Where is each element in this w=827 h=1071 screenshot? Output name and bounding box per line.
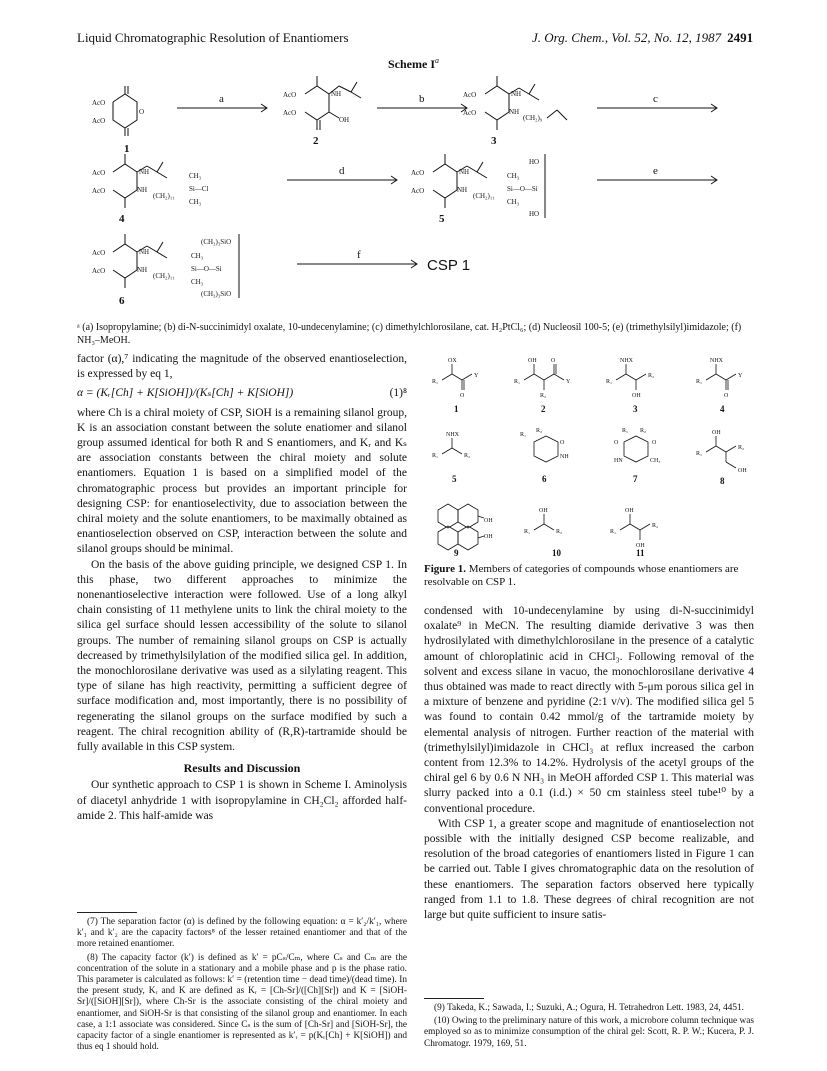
compound-number: 2 (541, 404, 546, 414)
y-label: Y (738, 373, 743, 379)
r1-label: R₁ (622, 428, 629, 434)
fig-compound-1 (432, 358, 479, 399)
acetoxy-label: AcO (283, 109, 297, 117)
nh-label: NH (457, 186, 468, 194)
methyl-label: CH₃ (191, 278, 204, 286)
methyl-label: CH₃ (191, 252, 204, 260)
paragraph: where Ch is a chiral moiety of CSP, SiOH is a remaining silanol group, K is an association constant between the solute enatiomer and silanol group assumed identical for both R and S enantiomers, and Kᵣ and Kₛ are association constants between the chiral moiety and solute enantiomers. Equation 1 is based on a simplified model of the chromatographic process but provides an important principle for designing CSP: for enantioselectivity, due to association between the chiral moiety and the solute enantiomers, to be maximally obtained as enantioselection observed on CSP, interaction between the solute and silanol groups should be minimal. (77, 406, 407, 556)
r1-label: R₁ (696, 379, 703, 385)
compound-2-structure (283, 76, 361, 130)
oh-label: OH (738, 468, 747, 474)
fig-compound-9 (438, 504, 493, 550)
figure-1-caption (424, 563, 754, 589)
compound-number: 1 (454, 404, 459, 414)
compound-5-structure (411, 154, 545, 218)
hydroxyl-label: HO (529, 210, 540, 218)
methyl-label: CH₃ (189, 198, 202, 206)
fig-compound-11 (610, 508, 658, 549)
o-label: O (652, 440, 657, 446)
fig-compound-4 (696, 358, 743, 399)
fig-compound-10 (524, 508, 562, 535)
oxygen-label: O (139, 108, 145, 116)
r1-label: R₁ (610, 529, 617, 535)
methylene-chain-label: (CH₂)₉ (523, 114, 543, 122)
acetoxy-label: AcO (92, 117, 106, 125)
running-head-title: Liquid Chromatographic Resolution of Enantiomers (77, 30, 349, 45)
compound-number: 4 (119, 213, 125, 225)
oh-label: OH (339, 116, 350, 124)
siloxane-label: Si—O—Si (191, 265, 222, 273)
equation-number: (1)⁸ (389, 387, 407, 400)
oh-label: OH (484, 518, 493, 524)
compound-number: 4 (720, 404, 725, 414)
scheme-title-text: Scheme I (388, 57, 435, 71)
o-label: O (551, 358, 556, 364)
compound-1-structure (92, 86, 144, 136)
reaction-step-label: e (653, 165, 658, 177)
o-label: O (614, 440, 619, 446)
trimethylsiloxy-label: (CH₃)₃SiO (201, 238, 232, 246)
oh-label: OH (625, 508, 634, 514)
r1-label: R₁ (432, 379, 439, 385)
ch3-label: CH₃ (650, 458, 661, 464)
compound-4-structure (92, 154, 209, 208)
y-label: Y (566, 379, 571, 385)
nh-label: NH (137, 186, 148, 194)
ox-label: OX (448, 358, 457, 364)
reaction-step-label: f (357, 249, 361, 261)
hn-label: HN (614, 458, 623, 464)
compound-number: 9 (454, 548, 459, 557)
scheme-title-sup: a (435, 56, 439, 65)
page-number: 2491 (727, 30, 754, 45)
compound-number: 5 (452, 474, 457, 484)
footnote: (9) Takeda, K.; Sawada, I.; Suzuki, A.; Ogura, H. Tetrahedron Lett. 1983, 24, 4451. (434, 1003, 744, 1013)
nh-label: NH (139, 248, 150, 256)
compound-number: 6 (119, 295, 125, 307)
acetoxy-label: AcO (92, 187, 106, 195)
compound-6-structure (92, 234, 239, 298)
fig-compound-7 (614, 428, 660, 464)
reaction-step-label: d (339, 165, 345, 177)
compound-number: 3 (491, 135, 497, 147)
equation-expression: α = (Kᵣ[Ch] + K[SiOH])/(Kₛ[Ch] + K[SiOH]) (77, 387, 294, 400)
equation-1 (77, 386, 407, 401)
compound-number: 2 (313, 135, 319, 147)
compound-number: 6 (542, 474, 547, 484)
compound-number: 3 (633, 404, 638, 414)
oh-label: OH (636, 543, 645, 549)
trimethylsiloxy-label: (CH₃)₃SiO (201, 290, 232, 298)
oh-label: OH (528, 358, 537, 364)
journal-citation: J. Org. Chem., Vol. 52, No. 12, 1987 (532, 30, 722, 45)
right-column (424, 604, 754, 923)
silicon-chloride-label: Si—Cl (189, 185, 209, 193)
oh-label: OH (539, 508, 548, 514)
scheme-footnote: ᵃ (a) Isopropylamine; (b) di-N-succinimidyl oxalate, 10-undecenylamine; (c) dimethylchlorosilane, cat. H₂PtCl₆; (d) Nucleosil 100-5; (e) (trimethylsilyl)imidazole; (f) NH₃–MeOH. (77, 322, 742, 346)
acetoxy-label: AcO (411, 169, 425, 177)
fig-compound-3 (606, 358, 654, 399)
left-footnotes (77, 917, 407, 1053)
hydroxyl-label: HO (529, 158, 540, 166)
fig-compound-5 (432, 432, 470, 459)
nh-label: NH (560, 454, 569, 460)
left-column (77, 352, 407, 824)
r1-label: R₁ (520, 432, 527, 438)
reaction-step-label: b (419, 93, 425, 105)
o-label: O (724, 393, 729, 399)
r2-label: R₂ (464, 453, 471, 459)
scheme-diagram (77, 72, 757, 317)
methyl-label: CH₃ (507, 198, 520, 206)
methyl-label: CH₃ (507, 172, 520, 180)
r2-label: R₂ (738, 445, 745, 451)
footnote-rule (77, 912, 137, 913)
figure-1-structures (424, 352, 754, 557)
r2-label: R₂ (640, 428, 647, 434)
methylene-chain-label: (CH₂)₁₁ (153, 272, 175, 280)
o-label: O (560, 440, 565, 446)
nh-label: NH (509, 108, 520, 116)
oh-label: OH (712, 430, 721, 436)
r1-label: R₁ (432, 453, 439, 459)
siloxane-label: Si—O—Si (507, 185, 538, 193)
nh-label: NH (139, 168, 150, 176)
fig-compound-6 (520, 428, 569, 462)
compound-number: 7 (633, 474, 638, 484)
r2-label: R₂ (648, 373, 655, 379)
acetoxy-label: AcO (92, 249, 106, 257)
r2-label: R₂ (536, 428, 543, 434)
r1-label: R₁ (524, 529, 531, 535)
methylene-chain-label: (CH₂)₁₁ (153, 192, 175, 200)
fig-compound-8 (696, 430, 747, 474)
paragraph: Our synthetic approach to CSP 1 is shown in Scheme I. Aminolysis of diacetyl anhydride 1 with isopropylamine in CH₂Cl₂ afforded half-amide 2. This half-amide was (77, 779, 407, 822)
section-heading: Results and Discussion (183, 761, 301, 776)
footnote: (8) The capacity factor (k′) is defined as k′ = pCₛ/Cₘ, where Cₛ and Cₘ are the concentration of the solute in a stationary and a mobile phase and p is the phase ratio. This parameter is calculated as follows: k′ = (retention time − dead time)/(dead time). In the present study, Kᵣ and K are defined as Kᵣ = [Ch-Sr]/([Ch][Sr]) and K = [SiOH-Sr]/([SiOH][Sr]), where Ch-Sr is the associate consisting of the chiral moiety and enantiomer, and SiOH-Sr is that consisting of the silanol group and enantiomer. In each case, a 1:1 associate was considered. Since Cₛ is the sum of [Ch-Sr] and [SiOH-Sr], the capacity factor of a single enantiomer is represented as k′ᵣ = p(Kᵣ[Ch] + K[SiOH]) and thus eq 1 should hold. (77, 952, 407, 1053)
paragraph: condensed with 10-undecenylamine by using di-N-succinimidyl oxalate⁹ in MeCN. The resulting diamide derivative 3 was then hydrosilylated with dimethylchlorosilane in the presence of a catalytic amount of chloroplatinic acid in CHCl₃. Following removal of the solvent and excess silane in vacuo, the monochlorosilane derivative 4 thus obtained was made to react directly with 5-μm porous silica gel in a mixture of benzene and pyridine (2:1 v/v). The modified silica gel 5 was found to contain 0.42 mmol/g of the tartramide moiety by elemental analysis of nitrogen. Further reaction of the material with (trimethylsilyl)imidazole in CHCl₃ at reflux increased the carbon content from 12.3% to 14.2%. Hydrolysis of the acetyl groups of the chiral gel 6 by 0.6 N NH₃ in MeOH afforded CSP 1. This material was slurry packed into a 0.1 (i.d.) × 50 cm stainless steel tube¹⁰ by a conventional procedure. (424, 605, 754, 815)
nh-label: NH (511, 90, 522, 98)
y-label: Y (474, 373, 479, 379)
fig-compound-2 (514, 358, 571, 399)
o-label: O (460, 393, 465, 399)
nh-label: NH (137, 266, 148, 274)
compound-3-structure (463, 76, 567, 130)
methylene-chain-label: (CH₂)₁₁ (473, 192, 495, 200)
acetoxy-label: AcO (92, 99, 106, 107)
acetoxy-label: AcO (283, 91, 297, 99)
nh-label: NH (331, 90, 342, 98)
reaction-step-label: c (653, 93, 658, 105)
compound-number: 11 (636, 548, 645, 557)
nhx-label: NHX (620, 358, 633, 364)
compound-number: 1 (124, 143, 130, 155)
running-head-citation (532, 30, 753, 46)
paragraph: With CSP 1, a greater scope and magnitude of enantioselection not possible with the initially designed CSP become realizable, and resolution of the broad categories of enantiomers listed in Figure 1 can be carried out. Table I gives chromatographic data on the resolution of these enantiomers. The separation factors observed here typically ranged from 1.1 to 1.8. These degrees of chiral recognition are not large but quite sufficient to insure satis- (424, 817, 754, 922)
footnote-rule (424, 998, 484, 999)
acetoxy-label: AcO (463, 109, 477, 117)
nhx-label: NHX (446, 432, 459, 438)
right-footnotes (424, 1003, 754, 1050)
compound-number: 8 (720, 476, 725, 486)
methyl-label: CH₃ (189, 172, 202, 180)
nh-label: NH (459, 168, 470, 176)
oh-label: OH (632, 393, 641, 399)
product-label: CSP 1 (427, 257, 471, 274)
acetoxy-label: AcO (463, 91, 477, 99)
scheme-title (0, 56, 827, 72)
compound-number: 5 (439, 213, 445, 225)
r1-label: R₁ (696, 451, 703, 457)
footnote: (10) Owing to the preliminary nature of this work, a microbore column technique was employed so as to minimize consumption of the chiral gel: Scott, R. P. W.; Kucera, P. J. Chromatogr. 1979, 169, 51. (424, 1016, 754, 1049)
footnote: (7) The separation factor (α) is defined by the following equation: α = k′₂/k′₁, where k′₁ and k′₂ are the capacity factors⁸ of the lesser retained enantiomer and that of the more retained enantiomer. (77, 917, 407, 950)
r2-label: R₂ (540, 393, 547, 399)
r2-label: R₂ (556, 529, 563, 535)
acetoxy-label: AcO (411, 187, 425, 195)
r1-label: R₁ (606, 379, 613, 385)
paragraph: On the basis of the above guiding principle, we designed CSP 1. In this phase, two different approaches to minimize the nonenantioselective interaction were followed. Use of a long alkyl chain consisting of 11 methylene units to link the chiral moiety to the silica gel surface should lessen accessibility of the solute to silanol groups. The number of remaining silanol groups on CSP is actually decreased by trimethylsilylation of the modified silica gel. In addition, the monochlorosilane derivative was used as a silylating reagent. This type of silane has high reactivity, permitting a sufficient degree of surface modification and, most importantly, there is no possibility of regenerating the silanol groups on the surface modified by such a reagent. The chiral recognition ability of (R,R)-tartramide should be fully available in this CSP system. (77, 558, 407, 754)
r2-label: R₂ (652, 523, 659, 529)
acetoxy-label: AcO (92, 267, 106, 275)
nhx-label: NHX (710, 358, 723, 364)
caption-text: Members of categories of compounds whose enantiomers are resolvable on CSP 1. (424, 563, 739, 588)
r1-label: R₁ (514, 379, 521, 385)
reaction-step-label: a (219, 93, 224, 105)
compound-number: 10 (552, 548, 561, 557)
oh-label: OH (484, 534, 493, 540)
acetoxy-label: AcO (92, 169, 106, 177)
paragraph: factor (α),⁷ indicating the magnitude of the observed enantioselection, is expressed by eq 1, (77, 353, 407, 381)
caption-label: Figure 1. (424, 563, 466, 575)
